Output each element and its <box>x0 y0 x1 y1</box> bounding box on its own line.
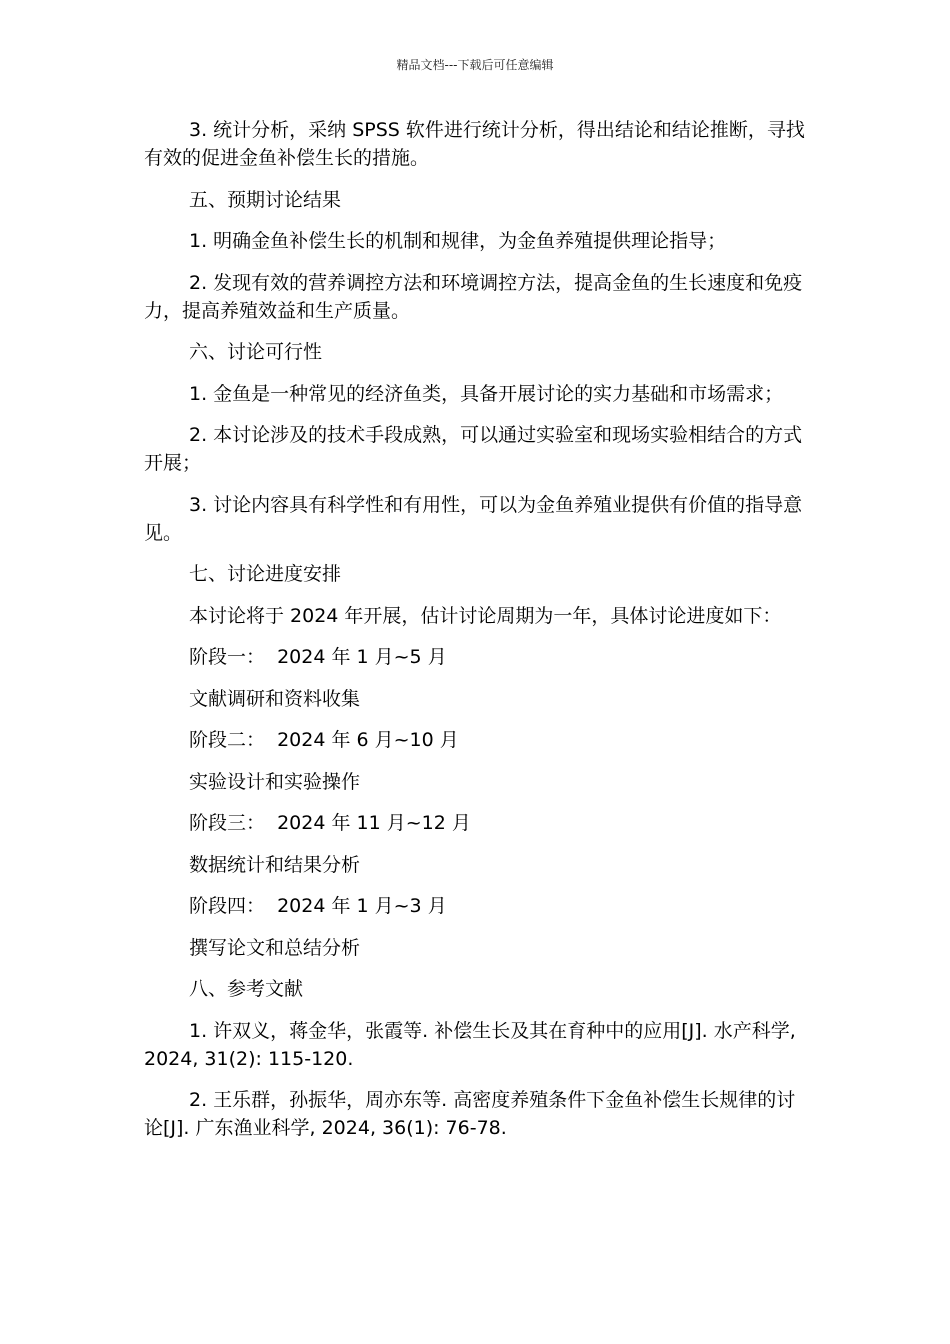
schedule-stage-4-date: 阶段四： 2024 年 1 月~3 月 <box>189 895 447 917</box>
page-header: 精品文档---下载后可任意编辑 <box>396 58 554 72</box>
paragraph-feasibility-2: 2. 本讨论涉及的技术手段成熟，可以通过实验室和现场实验相结合的方式开展； <box>144 424 803 474</box>
section-heading-schedule: 七、讨论进度安排 <box>189 563 342 585</box>
reference-1: 1. 许双义，蒋金华，张霞等. 补偿生长及其在育种中的应用[J]. 水产科学, 2024, 31(2): 115-120. <box>144 1019 802 1070</box>
section-heading-references: 八、参考文献 <box>189 978 304 1000</box>
schedule-stage-3-task: 数据统计和结果分析 <box>189 853 361 876</box>
paragraph-stats-method: 3. 统计分析，采纳 SPSS 软件进行统计分析，得出结论和结论推断，寻找有效的促进金鱼补偿生长的措施。 <box>144 119 805 169</box>
paragraph-feasibility-3: 3. 讨论内容具有科学性和有用性，可以为金鱼养殖业提供有价值的指导意见。 <box>144 493 803 544</box>
schedule-stage-1-date: 阶段一： 2024 年 1 月~5 月 <box>189 646 447 668</box>
section-heading-expected-results: 五、预期讨论结果 <box>189 188 342 211</box>
paragraph-feasibility-1: 1. 金鱼是一种常见的经济鱼类，具备开展讨论的实力基础和市场需求； <box>189 382 784 405</box>
paragraph-result-2: 2. 发现有效的营养调控方法和环境调控方法，提高金鱼的生长速度和免疫力，提高养殖效益和生产质量。 <box>144 271 803 322</box>
document-body <box>144 116 808 1156</box>
schedule-stage-1-task: 文献调研和资料收集 <box>189 687 361 710</box>
paragraph-schedule-intro: 本讨论将于 2024 年开展，估计讨论周期为一年，具体讨论进度如下： <box>189 604 782 627</box>
schedule-stage-4-task: 撰写论文和总结分析 <box>189 936 361 959</box>
reference-2: 2. 王乐群，孙振华，周亦东等. 高密度养殖条件下金鱼补偿生长规律的讨论[J]. 广东渔业科学, 2024, 36(1): 76-78. <box>144 1089 796 1139</box>
schedule-stage-2-task: 实验设计和实验操作 <box>189 770 361 793</box>
section-heading-feasibility: 六、讨论可行性 <box>189 341 323 363</box>
schedule-stage-3-date: 阶段三： 2024 年 11 月~12 月 <box>189 812 471 834</box>
paragraph-result-1: 1. 明确金鱼补偿生长的机制和规律，为金鱼养殖提供理论指导； <box>189 230 727 252</box>
schedule-stage-2-date: 阶段二： 2024 年 6 月~10 月 <box>189 729 459 751</box>
